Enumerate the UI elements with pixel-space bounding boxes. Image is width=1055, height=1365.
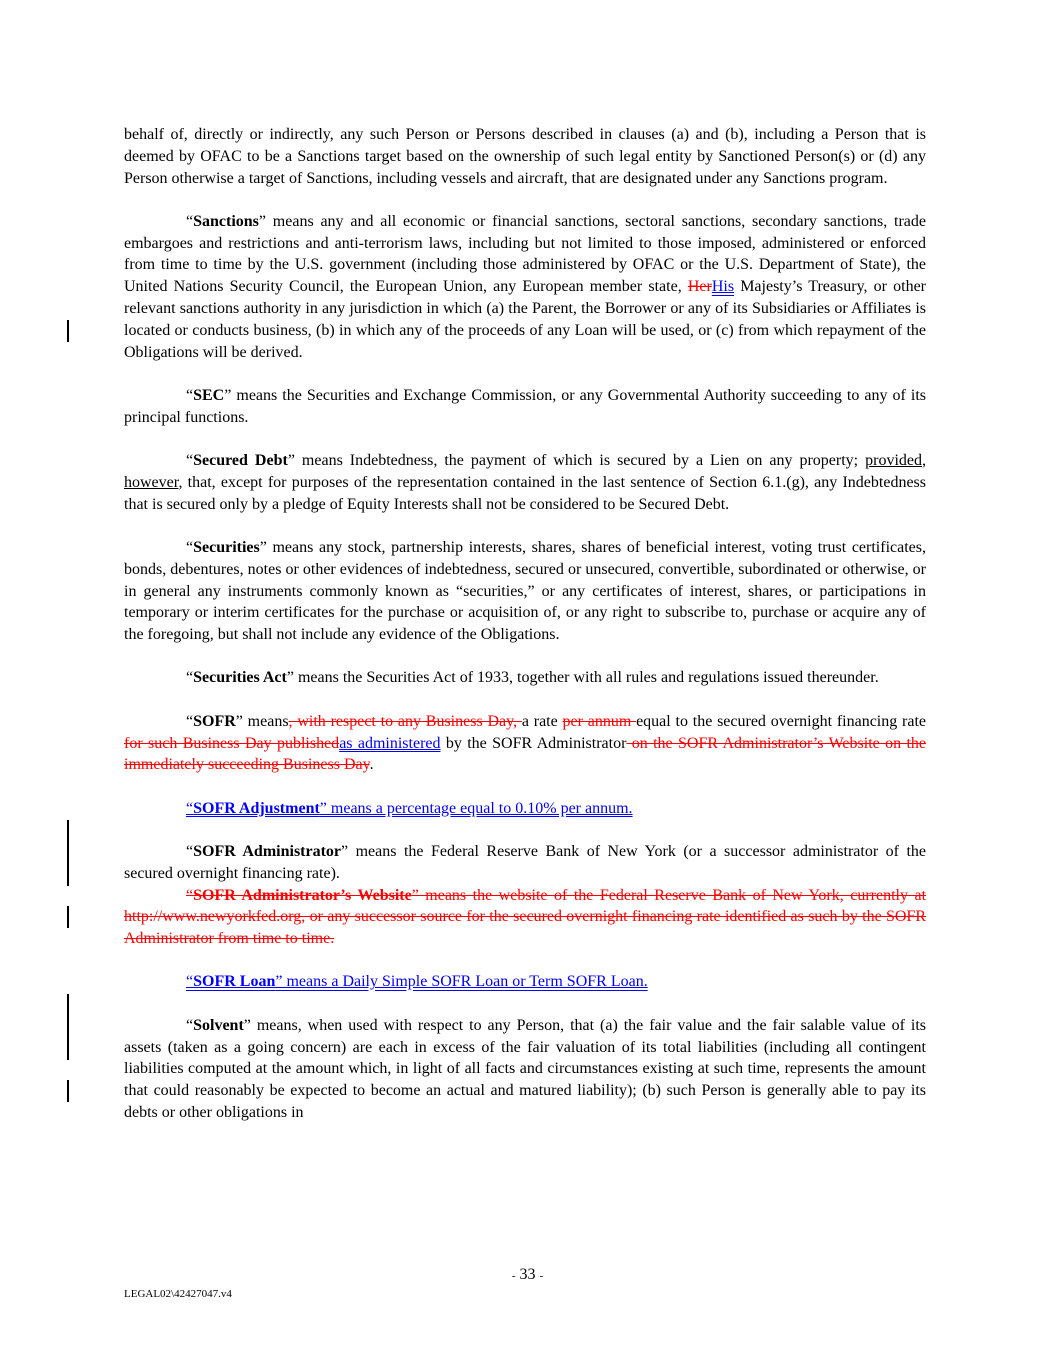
definition-sofr-loan: “SOFR Loan” means a Daily Simple SOFR Loan or Term SOFR Loan. [186, 973, 648, 991]
defined-term: Securities [193, 538, 260, 556]
defined-term: SOFR Loan [193, 973, 276, 991]
defined-term: Solvent [193, 1016, 244, 1034]
inserted-text: ” means a percentage equal to 0.10% per annum. [319, 799, 633, 817]
deleted-text: for such Business Day published [124, 734, 340, 752]
underlined-however: however [124, 473, 179, 491]
defined-term: SOFR Administrator’s Website [193, 886, 412, 904]
definition-solvent: “Solvent” means, when used with respect to any Person, that (a) the fair value and the fair salable value of its assets (taken as a going concern) are each in excess of the fair valuation of its total liabilities (including all contingent liabilities computed at the amount which, in light of all facts and circumstances existing at such time, represents the amount that could reasonably be expected to become an actual and matured liability); (b) such Person is generally able to pay its debts or other obligations in [124, 1016, 926, 1121]
defined-term: SOFR Adjustment [193, 799, 320, 817]
defined-term: Securities Act [193, 669, 287, 687]
definition-securities: “Securities” means any stock, partnership interests, shares, shares of beneficial interest, voting trust certificates, bonds, debentures, notes or other evidences of indebtedness, secured or unsecured, convertible, subordinated or otherwise, or in general any instruments commonly known as “securities,” or any certificates of interest, shares, or participations in temporary or interim certificates for the purchase or acquisition of, or any right to subscribe to, purchase or acquire any of the foregoing, but shall not include any evidence of the Obligations. [124, 538, 926, 644]
deleted-text: ” means the website of the Federal Reserve Bank of New York, currently at http://www.newyorkfed.org, or any successor source for the secured overnight financing rate identified as such by the SOFR Administrator from time to time. [124, 886, 927, 948]
inserted-text: His [711, 278, 735, 296]
page-number-value: 33 [519, 1266, 536, 1283]
defined-term: SOFR Administrator [193, 842, 342, 860]
defined-term: SOFR [193, 712, 236, 730]
document-id: LEGAL02\42427047.v4 [124, 1288, 232, 1300]
change-bar [67, 320, 69, 342]
definition-sofr-administrator-website: “SOFR Administrator’s Website” means the website of the Federal Reserve Bank of New York, currently at http://www.newyorkfed.org, or any successor source for the secured overnight financing rate identified as such by the SOFR Administrator from time to time. [124, 886, 927, 948]
inserted-text: as administered [339, 734, 441, 752]
change-bar [67, 820, 69, 886]
definition-securities-act: “Securities Act” means the Securities Act of 1933, together with all rules and regulations issued thereunder. [186, 669, 879, 687]
paragraph-text: behalf of, directly or indirectly, any such Person or Persons described in clauses (a) and (b), including a Person that is deemed by OFAC to be a Sanctions target based on the ownership of such legal entity by Sanctioned Person(s) or (d) any Person otherwise a target of Sanctions, including vessels and aircraft, that are designated under any Sanctions program. [124, 126, 926, 187]
defined-term: Secured Debt [193, 452, 288, 470]
definition-sanctions: “Sanctions” means any and all economic or financial sanctions, sectoral sanctions, secondary sanctions, trade embargoes and restrictions and anti-terrorism laws, including but not limited to those imposed, administered or enforced from time to time by the U.S. government (including those administered by OFAC or the U.S. Department of State), the United Nations Security Council, the European Union, any European member state, HerHis Majesty’s Treasury, or other relevant sanctions authority in any jurisdiction in which (a) the Parent, the Borrower or any of its Subsidiaries or Affiliates is located or conducts business, (b) in which any of the proceeds of any Loan will be used, or (c) from which repayment of the Obligations will be derived. [124, 212, 927, 361]
deleted-text: Her [687, 278, 712, 296]
definition-sec: “SEC” means the Securities and Exchange Commission, or any Governmental Authority succeeding to any of its principal functions. [124, 386, 926, 426]
definition-sofr-administrator: “SOFR Administrator” means the Federal Reserve Bank of New York (or a successor administrator of the secured overnight financing rate). [124, 842, 926, 882]
change-bar [67, 906, 69, 928]
defined-term: Sanctions [193, 212, 259, 230]
change-bar [67, 994, 69, 1060]
page-number: - 33 - [511, 1266, 544, 1283]
deleted-text: per annum [562, 712, 637, 730]
deleted-text: on the SOFR Administrator’s Website on the immediately succeeding Business Day [124, 734, 926, 774]
defined-term: SEC [193, 386, 225, 404]
definition-secured-debt: “Secured Debt” means Indebtedness, the payment of which is secured by a Lien on any property; provided, however, that, except for purposes of the representation contained in the last sentence of Section 6.1.(g), any Indebtedness that is secured only by a pledge of Equity Interests shall not be considered to be Secured Debt. [124, 452, 926, 513]
inserted-text: ” means a Daily Simple SOFR Loan or Term SOFR Loan. [275, 973, 648, 991]
underlined-provided: provided [865, 452, 922, 470]
definition-sofr: “SOFR” means, with respect to any Business Day, a rate per annum equal to the secured overnight financing rate for such Business Day publishedas administered by the SOFR Administrator on the SOFR Administrator’s Website on the immediately succeeding Business Day. [124, 712, 927, 774]
document-page [124, 124, 926, 1145]
definition-sofr-adjustment: “SOFR Adjustment” means a percentage equal to 0.10% per annum. [186, 799, 633, 817]
change-bar [67, 1080, 69, 1102]
paragraph-sanctioned-person-continuation [124, 124, 926, 189]
deleted-text: , with respect to any Business Day, [288, 712, 522, 730]
